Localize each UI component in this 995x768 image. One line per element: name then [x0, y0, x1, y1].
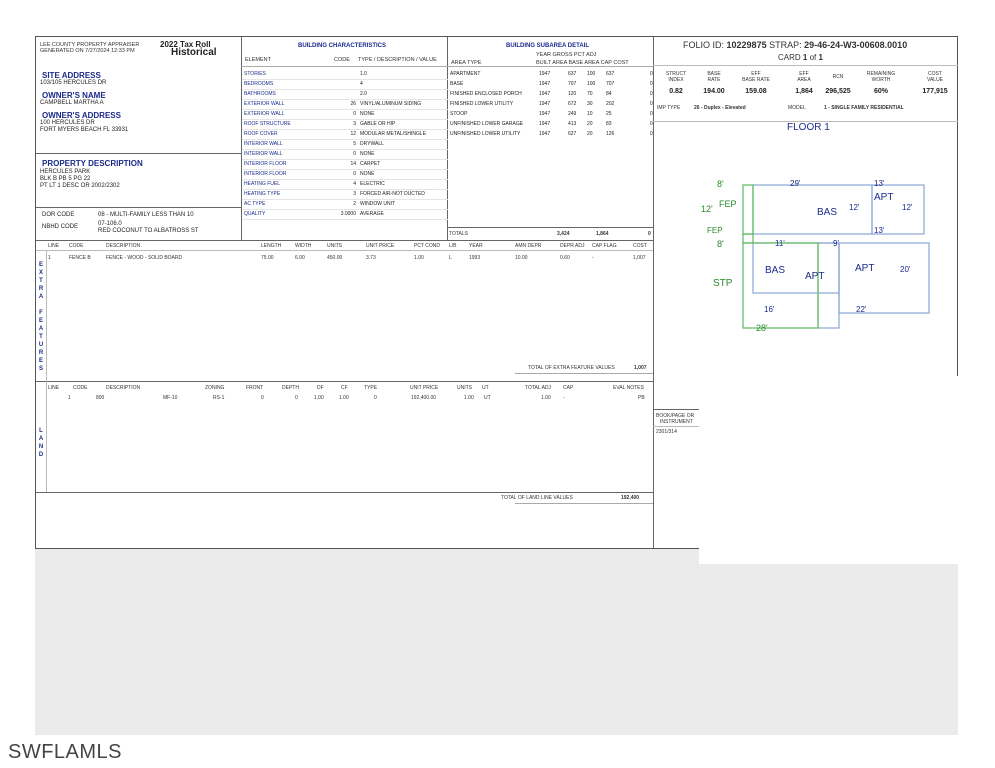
- land-vertical-letter: L: [39, 428, 43, 434]
- year-built: 1947: [539, 111, 551, 117]
- element-name: QUALITY: [244, 211, 266, 217]
- cost: 0: [650, 121, 653, 127]
- land-header: ZONING: [205, 385, 225, 391]
- plan-dim: 12': [849, 203, 860, 212]
- plan-dim: 13': [874, 226, 885, 235]
- extra-features-vertical-letter: T: [39, 278, 43, 284]
- plan-dim: 28': [756, 323, 768, 333]
- pct-base: 10: [587, 111, 593, 117]
- valuation-header: BASE RATE: [742, 77, 770, 83]
- element-value: WINDOW UNIT: [360, 201, 395, 207]
- nbhd-code-value: 07-106.0: [98, 221, 122, 227]
- book-page-value: 2301/314: [656, 429, 677, 435]
- col-element: ELEMENT: [245, 57, 271, 63]
- valuation-header: RCN: [832, 74, 844, 80]
- extra-feature-cell: 0.60: [560, 255, 570, 261]
- gross-area: 249: [568, 111, 577, 117]
- pct-base: 20: [587, 121, 593, 127]
- imp-type-value: 26 - Duplex - Elevated: [694, 105, 746, 111]
- land-header: CODE: [73, 385, 88, 391]
- plan-dim: 20': [900, 265, 911, 274]
- plan-dim: 8': [717, 179, 724, 189]
- extra-feature-cell: FENCE B: [69, 255, 91, 261]
- land-cell: UT: [484, 395, 491, 401]
- strap-label: STRAP:: [769, 40, 802, 50]
- element-name: EXTERIOR WALL: [244, 101, 285, 107]
- land-total-value: 192,400: [621, 495, 640, 501]
- subarea-header-top: YEAR GROSS PCT ADJ: [536, 52, 597, 58]
- element-value: AVERAGE: [360, 211, 384, 217]
- subarea-row: [448, 119, 654, 129]
- extra-features-vertical-letter: U: [38, 342, 44, 348]
- land-header: TYPE: [364, 385, 378, 391]
- extra-feature-header: PCT COND: [414, 243, 441, 249]
- land-cell: 0: [261, 395, 264, 401]
- gross-area: 707: [568, 81, 577, 87]
- element-value: NONE: [360, 111, 375, 117]
- divider: [653, 426, 703, 427]
- nbhd-code-label: NBHD CODE: [42, 224, 79, 230]
- adj-area: 707: [606, 81, 615, 87]
- plan-label-bas-1: BAS: [817, 207, 838, 218]
- valuation-header: WORTH: [871, 77, 891, 83]
- owner-address-line1: 100 HERCULES DR: [40, 120, 95, 126]
- valuation-value: 194.00: [703, 88, 725, 95]
- divider: [515, 503, 653, 504]
- valuation-header: REMAINING: [866, 71, 896, 77]
- valuation-header: AREA: [797, 77, 811, 83]
- element-code: 0: [353, 111, 356, 117]
- extra-feature-header: YEAR: [469, 243, 483, 249]
- element-code: 2: [353, 201, 356, 207]
- cost: 0: [650, 91, 653, 97]
- land-cell: 1: [68, 395, 71, 401]
- year-built: 1947: [539, 101, 551, 107]
- land-cell: 800: [96, 395, 105, 401]
- subarea-header-bottom: BUILT AREA BASE AREA CAP COST: [536, 60, 629, 66]
- cost: 0: [650, 81, 653, 87]
- extra-feature-cell: 1,007: [633, 255, 646, 261]
- land-header: TOTAL ADJ: [525, 385, 552, 391]
- tax-roll-title: 2022 Tax Roll: [160, 40, 211, 49]
- extra-feature-header: WIDTH: [295, 243, 312, 249]
- adj-area: 25: [606, 111, 612, 117]
- land-header: UNITS: [457, 385, 472, 391]
- divider: [36, 250, 653, 251]
- land-cell: 0: [374, 395, 377, 401]
- element-name: INTERIOR FLOOR: [244, 171, 287, 177]
- year-built: 1947: [539, 91, 551, 97]
- floor-label: FLOOR 1: [787, 122, 830, 133]
- cost: 0: [650, 111, 653, 117]
- gross-area: 413: [568, 121, 577, 127]
- cost: 0: [650, 101, 653, 107]
- land-header: EVAL NOTES: [613, 385, 644, 391]
- floor-plan-sketch: [653, 137, 958, 337]
- extra-features-vertical-letter: A: [38, 294, 44, 300]
- subarea-totals-label: TOTALS: [449, 231, 468, 237]
- land-cell: -: [563, 395, 565, 401]
- extra-feature-cell: 1993: [469, 255, 481, 261]
- extra-features-vertical-letter: S: [38, 366, 43, 372]
- plan-dim: 16': [764, 305, 775, 314]
- land-total-label: TOTAL OF LAND LINE VALUES: [501, 495, 573, 501]
- element-name: EXTERIOR WALL: [244, 111, 285, 117]
- year-built: 1947: [539, 71, 551, 77]
- element-value: NONE: [360, 171, 375, 177]
- plan-label-apt-1: APT: [874, 192, 894, 203]
- appraiser-name: LEE COUNTY PROPERTY APPRAISER: [40, 42, 140, 48]
- imp-type-label: IMP TYPE: [657, 105, 681, 111]
- element-value: 1.0: [360, 71, 367, 77]
- extra-feature-header: UNIT PRICE: [366, 243, 395, 249]
- element-name: BATHROOMS: [244, 91, 276, 97]
- pct-base: 100: [587, 81, 596, 87]
- owner-name: CAMPBELL MARTHA A: [40, 100, 104, 106]
- pct-base: 20: [587, 131, 593, 137]
- valuation-value: 0.82: [669, 88, 683, 95]
- element-code: 0: [353, 151, 356, 157]
- divider: [447, 66, 653, 67]
- building-characteristics-title: BUILDING CHARACTERISTICS: [298, 43, 386, 49]
- extra-feature-header: COST: [633, 243, 647, 249]
- area-type: FINISHED ENCLOSED PORCH: [450, 91, 522, 97]
- valuation-header: INDEX: [668, 77, 684, 83]
- land-vertical-label: [37, 427, 45, 459]
- generated-date: GENERATED ON 7/27/2024 12:33 PM: [40, 48, 135, 54]
- plan-dim: 12': [701, 204, 713, 214]
- area-type: APARTMENT: [450, 71, 481, 77]
- extra-feature-header: UNITS: [327, 243, 342, 249]
- extra-feature-header: AMN DEPR: [515, 243, 542, 249]
- divider: [36, 240, 653, 241]
- extra-features-vertical-letter: X: [38, 270, 43, 276]
- plan-dim: 8': [717, 239, 724, 249]
- extra-feature-cell: 1.00: [414, 255, 424, 261]
- plan-dim: 29': [790, 179, 801, 188]
- element-code: 4: [353, 181, 356, 187]
- folio-label: FOLIO ID:: [683, 40, 725, 50]
- valuation-header: VALUE: [926, 77, 944, 83]
- extra-feature-cell: L: [449, 255, 452, 261]
- extra-features-vertical-letter: E: [38, 358, 43, 364]
- card-number: 1: [802, 53, 808, 62]
- valuation-header: BASE: [707, 71, 721, 77]
- watermark-text: SWFLAMLS: [8, 741, 123, 763]
- element-name: AC TYPE: [244, 201, 266, 207]
- subarea-total-adj: 1,864: [596, 231, 609, 237]
- pct-base: 100: [587, 71, 596, 77]
- extra-features-vertical-letter: T: [39, 334, 43, 340]
- instrument-label: INSTRUMENT: [660, 419, 693, 425]
- land-header: UT: [482, 385, 489, 391]
- extra-feature-header: CAP FLAG: [592, 243, 617, 249]
- land-header: FRONT: [246, 385, 264, 391]
- land-vertical-letter: N: [38, 444, 44, 450]
- col-code: CODE: [334, 57, 350, 63]
- subarea-total-cost: 0: [648, 231, 651, 237]
- card-total: 1: [818, 53, 823, 62]
- element-value: VINYL/ALUMINUM SIDING: [360, 101, 422, 107]
- dor-code-label: DOR CODE: [42, 212, 75, 218]
- subarea-title: BUILDING SUBAREA DETAIL: [506, 43, 589, 49]
- divider: [36, 153, 241, 154]
- nbhd-area-name: RED COCONUT TO ALBATROSS ST: [98, 228, 199, 234]
- owner-name-label: OWNER'S NAME: [42, 91, 106, 100]
- extra-feature-cell: FENCE - WOOD - SOLID BOARD: [106, 255, 183, 261]
- extra-feature-cell: 6.00: [295, 255, 305, 261]
- owner-address-line2: FORT MYERS BEACH FL 33931: [40, 127, 129, 133]
- card-of: of: [809, 53, 817, 62]
- land-cell: 1.00: [339, 395, 349, 401]
- land-header: DEPTH: [282, 385, 299, 391]
- subarea-row: [448, 129, 654, 139]
- extra-feature-header: CODE: [69, 243, 84, 249]
- valuation-header: EFF: [799, 71, 809, 77]
- element-value: NONE: [360, 151, 375, 157]
- land-cell: MF-10: [163, 395, 178, 401]
- subarea-total-gross: 3,424: [557, 231, 570, 237]
- element-code: 14: [350, 161, 356, 167]
- extra-features-vertical-letter: R: [38, 350, 44, 356]
- strap-number: 29-46-24-W3-00608.0010: [804, 40, 908, 50]
- fep-lower-outline: [743, 234, 753, 243]
- valuation-value: 159.08: [745, 88, 767, 95]
- area-type: BASE: [450, 81, 464, 87]
- land-header: DESCRIPTION: [106, 385, 141, 391]
- extra-feature-header: DEPR ADJ: [560, 243, 585, 249]
- element-code: 0: [353, 171, 356, 177]
- adj-area: 84: [606, 91, 612, 97]
- element-code: 26: [350, 101, 356, 107]
- apt-mid-outline: [818, 243, 839, 328]
- year-built: 1947: [539, 121, 551, 127]
- extra-feature-cell: 1: [48, 255, 51, 261]
- element-value: DRYWALL: [360, 141, 384, 147]
- image-blank-area: [699, 376, 959, 564]
- plan-dim: 13': [874, 179, 885, 188]
- land-header: UNIT PRICE: [410, 385, 439, 391]
- subarea-row: [448, 109, 654, 119]
- land-vertical-letter: D: [38, 452, 44, 458]
- element-value: MODULAR METAL/SHINGLE: [360, 131, 427, 137]
- extra-features-vertical-letter: E: [38, 318, 43, 324]
- site-address: 103/105 HERCULES DR: [40, 80, 107, 86]
- land-cell: 1.00: [464, 395, 474, 401]
- plan-dim: 11': [775, 239, 785, 248]
- element-name: BEDROOMS: [244, 81, 274, 87]
- area-type: UNFINISHED LOWER UTILITY: [450, 131, 521, 137]
- element-value: 4: [360, 81, 363, 87]
- adj-area: 637: [606, 71, 615, 77]
- col-type: TYPE / DESCRIPTION / VALUE: [358, 57, 437, 63]
- divider: [515, 373, 653, 374]
- element-code: 3: [353, 121, 356, 127]
- land-header: DF: [317, 385, 324, 391]
- land-cell: 192,400.00: [411, 395, 437, 401]
- area-type: UNFINISHED LOWER GARAGE: [450, 121, 524, 127]
- dor-code-value: 08 - MULTI-FAMILY LESS THAN 10: [98, 212, 194, 218]
- land-header: LINE: [48, 385, 60, 391]
- extra-feature-header: LENGTH: [261, 243, 282, 249]
- extra-feature-cell: 3.73: [366, 255, 376, 261]
- element-name: ROOF STRUCTURE: [244, 121, 291, 127]
- divider: [241, 66, 447, 67]
- plan-dim: 12': [902, 203, 913, 212]
- pct-base: 30: [587, 101, 593, 107]
- owner-address-label: OWNER'S ADDRESS: [42, 111, 121, 120]
- subarea-row: [448, 79, 654, 89]
- extra-total-value: 1,007: [634, 365, 647, 371]
- element-code: 3.0000: [340, 211, 356, 217]
- divider: [36, 492, 653, 493]
- adj-area: 202: [606, 101, 615, 107]
- element-code: 12: [350, 131, 356, 137]
- pct-base: 70: [587, 91, 593, 97]
- cost: 0: [650, 131, 653, 137]
- element-name: ROOF COVER: [244, 131, 278, 137]
- valuation-value: 296,525: [825, 88, 851, 95]
- divider: [46, 250, 47, 381]
- gross-area: 637: [568, 71, 577, 77]
- year-built: 1947: [539, 131, 551, 137]
- land-cell: RS-1: [213, 395, 225, 401]
- folio-line: [683, 40, 907, 50]
- element-code: 3: [353, 191, 356, 197]
- element-value: GABLE OR HIP: [360, 121, 396, 127]
- divider: [447, 227, 653, 228]
- valuation-header: COST: [928, 71, 942, 77]
- valuation-value: 177,915: [922, 88, 948, 95]
- adj-area: 126: [606, 131, 615, 137]
- extra-total-label: TOTAL OF EXTRA FEATURE VALUES: [528, 365, 615, 371]
- subarea-header-area-type: AREA TYPE: [451, 60, 482, 66]
- land-cell: 0: [295, 395, 298, 401]
- plan-label-apt-3: APT: [855, 263, 875, 274]
- element-value: FORCED AIR-NOT DUCTED: [360, 191, 425, 197]
- model-label: MODEL: [788, 105, 806, 111]
- divider: [46, 381, 47, 492]
- extra-features-vertical-letter: E: [38, 262, 43, 268]
- plan-dim: 22': [856, 305, 867, 314]
- area-type: FINISHED LOWER UTILITY: [450, 101, 514, 107]
- plan-label-fep-2: FEP: [707, 226, 723, 235]
- subarea-row: [448, 99, 654, 109]
- extra-feature-cell: 75.00: [261, 255, 274, 261]
- land-cell: 1.00: [314, 395, 324, 401]
- property-description-line2: BLK B PB 5 PG 22: [40, 176, 91, 182]
- element-value: ELECTRIC: [360, 181, 385, 187]
- property-description-line3: PT LT 1 DESC OR 2002/2302: [40, 183, 120, 189]
- folio-id: 10229875: [726, 40, 767, 50]
- card-label: CARD: [778, 53, 801, 62]
- element-name: STORIES: [244, 71, 266, 77]
- building-characteristic-row: [242, 209, 448, 220]
- year-built: 1947: [539, 81, 551, 87]
- land-cell: 1.00: [541, 395, 551, 401]
- subarea-row: [448, 89, 654, 99]
- divider: [36, 207, 241, 208]
- subarea-row: [448, 69, 654, 79]
- element-code: 5: [353, 141, 356, 147]
- plan-label-stp: STP: [713, 278, 733, 289]
- fep-upper-outline: [743, 185, 753, 234]
- valuation-value: 1,864: [795, 88, 813, 95]
- apt-lower-outline: [839, 243, 929, 313]
- extra-feature-header: L/B: [449, 243, 457, 249]
- element-name: INTERIOR FLOOR: [244, 161, 287, 167]
- property-description-label: PROPERTY DESCRIPTION: [42, 159, 143, 168]
- extra-features-vertical-letter: F: [39, 310, 43, 316]
- page-background-lower: [35, 549, 958, 735]
- extra-feature-cell: 450.00: [327, 255, 343, 261]
- extra-feature-header: DESCRIPTION: [106, 243, 141, 249]
- stp-outline: [743, 243, 818, 328]
- plan-label-apt-2: APT: [805, 271, 825, 282]
- valuation-header: EFF: [751, 71, 761, 77]
- land-header: CF: [341, 385, 348, 391]
- plan-dim: 9': [833, 239, 839, 248]
- valuation-value: 60%: [873, 88, 888, 95]
- divider: [653, 65, 958, 66]
- land-header: CAP: [563, 385, 574, 391]
- land-cell: PB: [638, 395, 645, 401]
- model-value: 1 - SINGLE FAMILY RESIDENTIAL: [824, 105, 904, 111]
- plan-label-fep-1: FEP: [719, 199, 737, 209]
- extra-feature-cell: 10.00: [515, 255, 528, 261]
- area-type: STOOP: [450, 111, 468, 117]
- valuation-header: RATE: [707, 77, 721, 83]
- gross-area: 627: [568, 131, 577, 137]
- element-name: HEATING TYPE: [244, 191, 281, 197]
- land-vertical-letter: A: [38, 436, 44, 442]
- element-value: 2.0: [360, 91, 367, 97]
- divider: [36, 381, 653, 382]
- extra-feature-header: LINE: [48, 243, 60, 249]
- extra-feature-cell: -: [592, 255, 594, 261]
- tax-roll-subtitle: Historical: [171, 47, 217, 58]
- extra-features-vertical-letter: A: [38, 326, 44, 332]
- element-name: INTERIOR WALL: [244, 141, 283, 147]
- cost: 0: [650, 71, 653, 77]
- property-description-line1: HERCULES PARK: [40, 169, 91, 175]
- gross-area: 120: [568, 91, 577, 97]
- extra-features-vertical-letter: [37, 301, 45, 309]
- element-name: INTERIOR WALL: [244, 151, 283, 157]
- gross-area: 672: [568, 101, 577, 107]
- valuation-header: STRUCT: [665, 71, 687, 77]
- site-address-label: SITE ADDRESS: [42, 71, 101, 80]
- plan-label-bas-2: BAS: [765, 265, 786, 276]
- extra-features-vertical-label: [37, 261, 45, 373]
- element-name: HEATING FUEL: [244, 181, 281, 187]
- adj-area: 83: [606, 121, 612, 127]
- extra-features-vertical-letter: R: [38, 286, 44, 292]
- card-line: [778, 53, 823, 62]
- element-value: CARPET: [360, 161, 381, 167]
- book-page-label: BOOK/PAGE OR: [656, 413, 695, 419]
